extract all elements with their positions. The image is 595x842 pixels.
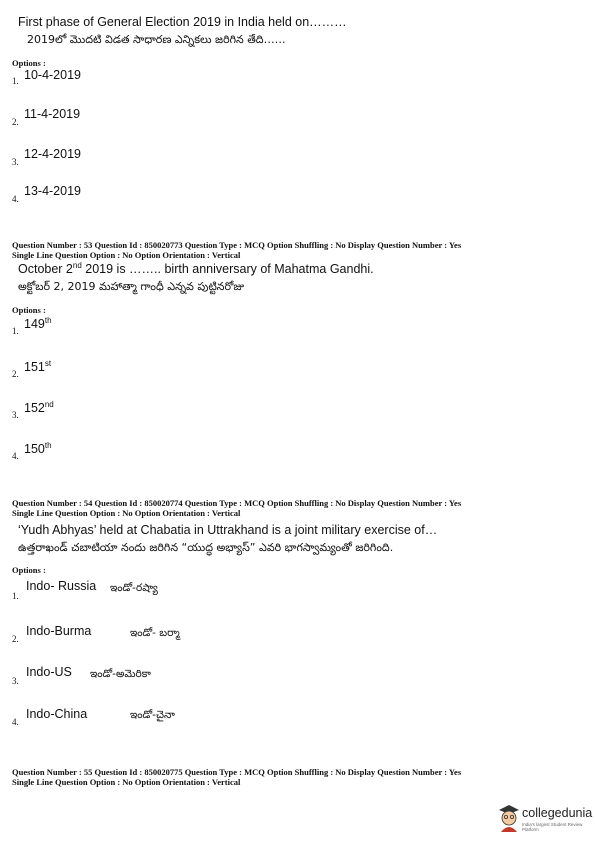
q53-option-3-number: 3. (12, 410, 19, 420)
q54-meta-line-1: Question Number : 54 Question Id : 850020774 Question Type : MCQ Option Shuffling : No Display Question Number : Yes (12, 498, 462, 508)
q54-option-4-number: 4. (12, 717, 19, 727)
q53-option-1-number: 1. (12, 326, 19, 336)
q53-option-4-number: 4. (12, 451, 19, 461)
q52-option-4[interactable]: 13-4-2019 (24, 184, 81, 198)
q52-option-2-number: 2. (12, 117, 19, 127)
q53-option-4[interactable] (24, 441, 52, 456)
q52-option-2[interactable]: 11-4-2019 (24, 107, 81, 121)
q53-option-2-suffix: st (44, 359, 52, 368)
q54-option-2-te: ఇండో- బర్మా (130, 627, 180, 639)
q53-option-4-value: 150 (24, 442, 45, 457)
q53-question-en-sup: nd (72, 261, 82, 270)
q53-meta-line-1: Question Number : 53 Question Id : 850020773 Question Type : MCQ Option Shuffling : No Display Question Number : Yes (12, 240, 462, 250)
q55-meta (12, 767, 461, 787)
q54-option-1-te: ఇండో-రష్యా (110, 582, 158, 594)
q53-question-en-pre: October 2 (18, 262, 73, 277)
q53-options-label: Options : (12, 305, 46, 315)
q53-option-3[interactable] (24, 400, 54, 415)
q52-option-3[interactable]: 12-4-2019 (24, 147, 81, 161)
q53-option-1-suffix: th (44, 316, 52, 325)
q53-question-en-post: 2019 is …….. birth anniversary of Mahatma Gandhi. (81, 262, 374, 277)
q55-meta-line-1: Question Number : 55 Question Id : 850020775 Question Type : MCQ Option Shuffling : No Display Question Number : Yes (12, 767, 462, 777)
q53-question-te: అక్టోబర్ 2, 2019 మహాత్మా గాంధీ ఎన్నవ పుట్టినరోజు (18, 280, 245, 293)
q52-option-1[interactable]: 10-4-2019 (24, 68, 81, 82)
q54-meta-line-2: Single Line Question Option : No Option Orientation : Vertical (12, 508, 241, 518)
q54-option-4[interactable]: Indo-China (26, 707, 88, 721)
q53-option-1[interactable] (24, 316, 52, 331)
q54-option-3[interactable]: Indo-US (26, 665, 72, 679)
q54-meta (12, 498, 461, 518)
logo-wordmark: collegedunia (522, 806, 593, 820)
q55-meta-line-2: Single Line Question Option : No Option Orientation : Vertical (12, 777, 241, 787)
q53-option-3-suffix: nd (44, 400, 54, 409)
q53-option-1-value: 149 (24, 317, 45, 332)
q52-question-en: First phase of General Election 2019 in India held on……… (18, 15, 347, 29)
q54-option-4-te: ఇండో-చైనా (130, 709, 175, 721)
q53-option-4-suffix: th (44, 441, 52, 450)
q54-option-2-number: 2. (12, 634, 19, 644)
q53-option-2-value: 151 (24, 360, 45, 375)
q52-option-3-number: 3. (12, 157, 19, 167)
q54-option-3-number: 3. (12, 676, 19, 686)
logo-tagline: India's largest Student Review Platform (522, 822, 583, 832)
q54-question-te: ఉత్తరాఖండ్ చబాటియా నందు జరిగిన “యుద్ధ అభ్యాస్” ఎవరి భాగస్వామ్యంతో జరిగింది. (18, 541, 394, 554)
q53-option-3-value: 152 (24, 401, 45, 416)
collegedunia-logo (497, 801, 592, 835)
q53-meta-line-2: Single Line Question Option : No Option Orientation : Vertical (12, 250, 241, 260)
q54-option-3-te: ఇండో-అమెరికా (90, 668, 151, 680)
q54-question-en: ‘Yudh Abhyas’ held at Chabatia in Uttrakhand is a joint military exercise of… (18, 523, 438, 537)
q52-option-4-number: 4. (12, 194, 19, 204)
mascot-icon (497, 803, 521, 833)
q53-question-en (18, 261, 374, 276)
q52-option-1-number: 1. (12, 76, 19, 86)
q53-option-2[interactable] (24, 359, 51, 374)
q52-question-te: 2019లో మొదటి విడత సాధారణ ఎన్నికలు జరిగిన తేది…… (27, 33, 286, 46)
q54-option-2[interactable]: Indo-Burma (26, 624, 92, 638)
q54-option-1[interactable]: Indo- Russia (26, 579, 97, 593)
q53-meta (12, 240, 461, 260)
q52-options-label: Options : (12, 58, 46, 68)
q53-option-2-number: 2. (12, 369, 19, 379)
q54-options-label: Options : (12, 565, 46, 575)
q54-option-1-number: 1. (12, 591, 19, 601)
